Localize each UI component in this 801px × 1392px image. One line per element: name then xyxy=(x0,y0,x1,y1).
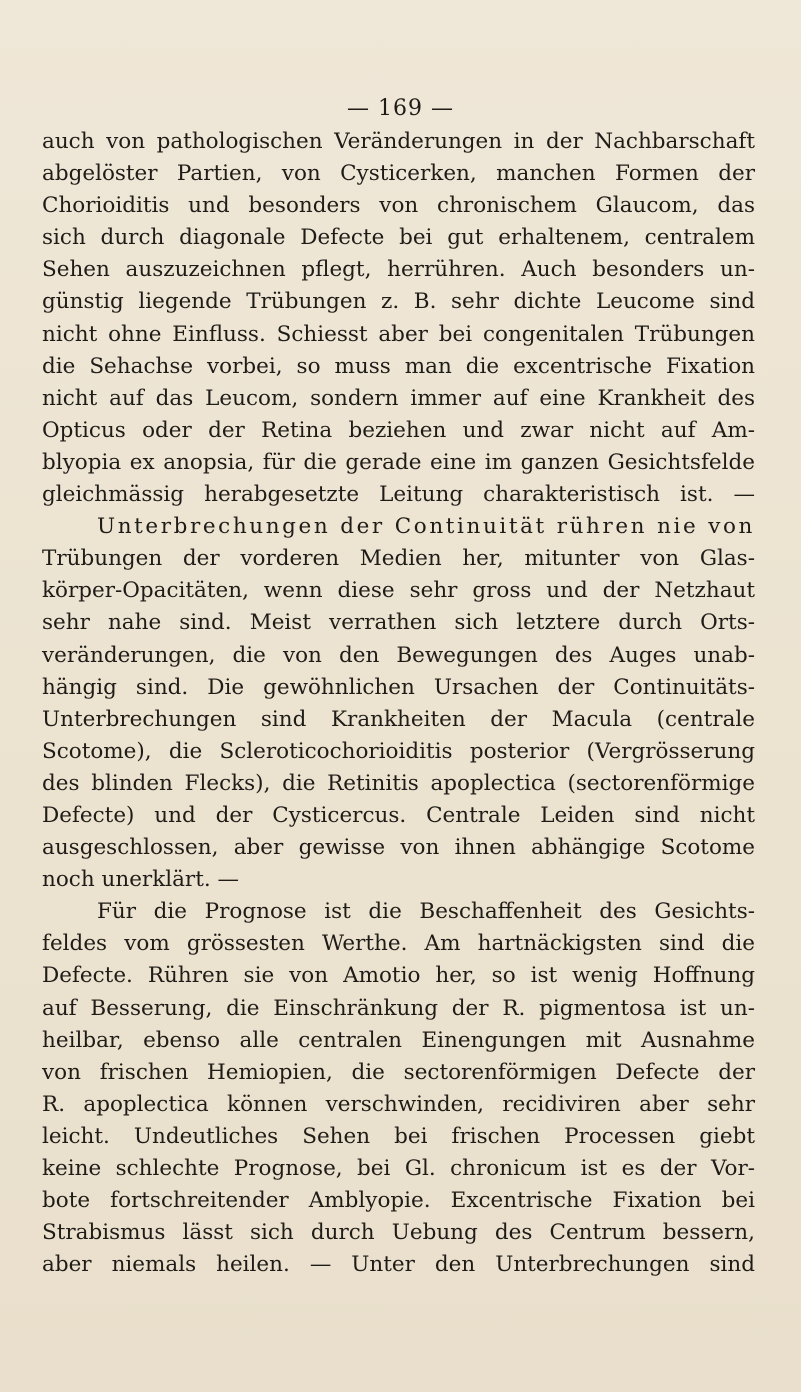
text-line: Defecte) und der Cysticercus. Centrale Leiden sind nicht xyxy=(42,802,755,828)
body-text xyxy=(42,126,755,1281)
text-line: R. apoplectica können verschwinden, recidiviren aber sehr xyxy=(42,1091,755,1117)
text-line: aber niemals heilen. — Unter den Unterbrechungen sind xyxy=(42,1252,755,1278)
text-line: sehr nahe sind. Meist verrathen sich letztere durch Orts- xyxy=(42,610,755,636)
text-line: sich durch diagonale Defecte bei gut erhaltenem, centralem xyxy=(42,225,755,251)
text-line: Für die Prognose ist die Beschaffenheit des Gesichts- xyxy=(97,899,755,925)
text-line: körper-Opacitäten, wenn diese sehr gross und der Netzhaut xyxy=(42,578,755,604)
text-line: von frischen Hemiopien, die sectorenförmigen Defecte der xyxy=(42,1059,755,1085)
page-number: — 169 — xyxy=(347,96,454,121)
text-line: nicht ohne Einfluss. Schiesst aber bei congenitalen Trübungen xyxy=(42,321,755,347)
text-line: auch von pathologischen Veränderungen in der Nachbarschaft xyxy=(42,129,755,154)
text-line: Defecte. Rühren sie von Amotio her, so ist wenig Hoffnung xyxy=(42,963,755,989)
text-line: heilbar, ebenso alle centralen Einengungen mit Ausnahme xyxy=(42,1027,755,1053)
text-line: ausgeschlossen, aber gewisse von ihnen abhängige Scotome xyxy=(42,835,755,861)
text-line: abgelöster Partien, von Cysticerken, manchen Formen der xyxy=(42,161,755,187)
text-line: die Sehachse vorbei, so muss man die excentrische Fixation xyxy=(42,353,755,379)
text-line: hängig sind. Die gewöhnlichen Ursachen der Continuitäts- xyxy=(42,674,755,700)
text-line: veränderungen, die von den Bewegungen des Auges unab- xyxy=(42,642,755,668)
text-line: noch unerklärt. — xyxy=(42,867,240,893)
text-line: Sehen auszuzeichnen pflegt, herrühren. Auch besonders un- xyxy=(42,257,755,283)
text-line: bote fortschreitender Amblyopie. Excentrische Fixation bei xyxy=(42,1188,755,1214)
text-line: keine schlechte Prognose, bei Gl. chronicum ist es der Vor- xyxy=(42,1156,755,1181)
text-line: blyopia ex anopsia, für die gerade eine im ganzen Gesichtsfelde xyxy=(42,449,755,475)
text-line: Strabismus lässt sich durch Uebung des Centrum bessern, xyxy=(42,1220,755,1246)
text-line: leicht. Undeutliches Sehen bei frischen Processen giebt xyxy=(42,1123,755,1149)
text-line: nicht auf das Leucom, sondern immer auf eine Krankheit des xyxy=(42,385,755,411)
text-line: Opticus oder der Retina beziehen und zwar nicht auf Am- xyxy=(42,417,755,443)
text-line: auf Besserung, die Einschränkung der R. pigmentosa ist un- xyxy=(42,995,755,1021)
text-line: Scotome), die Scleroticochorioiditis posterior (Vergrösserung xyxy=(42,738,755,764)
text-line: Trübungen der vorderen Medien her, mitunter von Glas- xyxy=(42,546,755,572)
text-line: des blinden Flecks), die Retinitis apoplectica (sectorenförmige xyxy=(42,770,755,796)
text-line: Chorioiditis und besonders von chronischem Glaucom, das xyxy=(42,193,755,219)
text-line: feldes vom grössesten Werthe. Am hartnäckigsten sind die xyxy=(42,931,755,957)
text-line: Unterbrechungen der Continuität rühren nie von xyxy=(97,514,755,540)
text-line: günstig liegende Trübungen z. B. sehr dichte Leucome sind xyxy=(42,289,755,315)
text-line: gleichmässig herabgesetzte Leitung charakteristisch ist. — xyxy=(42,482,755,508)
text-line: Unterbrechungen sind Krankheiten der Macula (centrale xyxy=(42,706,755,732)
